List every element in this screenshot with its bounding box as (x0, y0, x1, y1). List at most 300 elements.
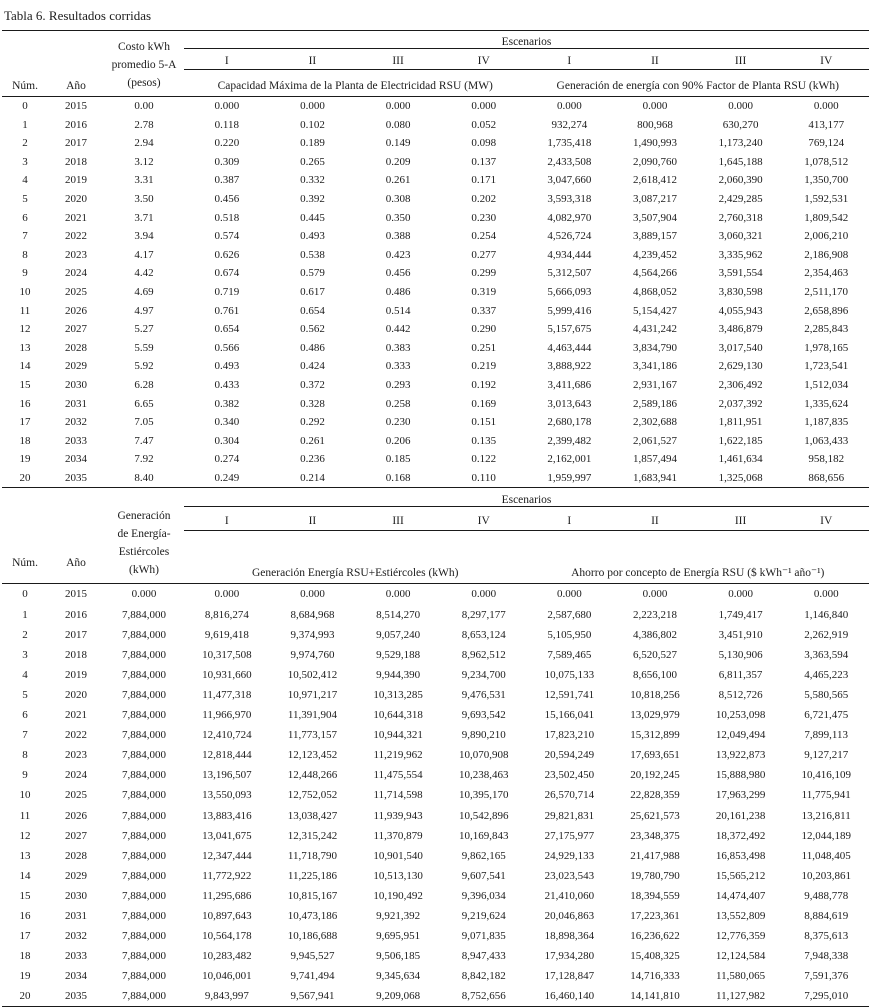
table-cell: 2,589,186 (632, 397, 677, 410)
table-cell: 9,345,634 (376, 970, 421, 983)
table-cell: 11,966,970 (202, 709, 252, 722)
table-cell: 0.206 (385, 434, 411, 447)
group-header-rsu-estiercoles: Generación Energía RSU+Estiércoles (kWh) (252, 567, 459, 580)
table-cell: 7,884,000 (122, 749, 166, 762)
table-cell: 15,312,899 (630, 729, 680, 742)
table-cell: 0.137 (471, 155, 497, 168)
table-cell: 9,506,185 (376, 950, 421, 963)
table-row (2, 685, 869, 705)
table-cell: 3,411,686 (547, 378, 592, 391)
table-row (2, 153, 869, 172)
table-cell: 12,776,359 (715, 930, 766, 943)
table-cell: 800,968 (637, 118, 673, 131)
table-cell: 2,262,919 (804, 628, 849, 641)
table-cell: 4,868,052 (632, 285, 677, 298)
table-cell: 9,567,941 (290, 990, 335, 1003)
table-cell: 3,834,790 (632, 341, 677, 354)
table-cell: 0.309 (214, 155, 240, 168)
table-cell: 0.000 (270, 97, 356, 116)
table-cell: 0.333 (385, 360, 411, 373)
table-cell: 5,157,675 (547, 323, 592, 336)
table-cell: 2 (22, 137, 28, 150)
table-row (2, 584, 869, 605)
table-cell: 2,006,210 (804, 230, 849, 243)
table-cell: 14,474,407 (715, 889, 766, 902)
table-cell: 5 (22, 192, 28, 205)
table-row (2, 705, 869, 725)
table-cell: 5,105,950 (547, 628, 592, 641)
table-cell: 10,931,660 (202, 668, 252, 681)
table-cell: 12,044,189 (801, 829, 851, 842)
table-cell: 1,683,941 (632, 471, 677, 484)
table-cell: 16,460,140 (544, 990, 595, 1003)
table-cell: 10,564,178 (202, 930, 252, 943)
table-cell: 1,335,624 (804, 397, 849, 410)
table-cell: 10,901,540 (373, 849, 423, 862)
table-cell: 2.78 (134, 118, 154, 131)
scenario-column-header: I (527, 507, 613, 531)
table-cell: 4,564,266 (632, 267, 677, 280)
table-cell: 8,514,270 (376, 608, 421, 621)
table-cell: 22,828,359 (630, 789, 680, 802)
table-cell: 14 (19, 360, 31, 373)
table-cell: 0.328 (300, 397, 325, 410)
table-cell: 11,718,790 (287, 849, 337, 862)
table-cell: 0.579 (300, 267, 325, 280)
table-cell: 0.000 (783, 97, 869, 116)
table-cell: 3,060,321 (718, 230, 763, 243)
table-cell: 2023 (65, 248, 87, 261)
table-cell: 13,038,427 (287, 809, 338, 822)
table-cell: 2,587,680 (547, 608, 592, 621)
table-cell: 10,313,285 (373, 688, 423, 701)
table-cell: 0.442 (385, 323, 411, 336)
table-cell: 2016 (65, 608, 87, 621)
table-cell: 0.566 (214, 341, 240, 354)
table-cell: 0.151 (471, 416, 497, 429)
table-cell: 1,146,840 (804, 608, 849, 621)
table-row (2, 846, 869, 866)
col-header-estiercoles (104, 490, 184, 584)
table-cell: 13,216,811 (801, 809, 851, 822)
table-cell: 0.719 (214, 285, 240, 298)
table-cell: 0.251 (471, 341, 497, 354)
table-cell: 11,772,922 (202, 869, 252, 882)
col-header-estiercoles-line3: Estiércoles (118, 546, 170, 559)
table-cell: 1,325,068 (718, 471, 763, 484)
table-cell: 6 (22, 709, 28, 722)
table-cell: 9,476,531 (461, 688, 506, 701)
table-cell: 2028 (65, 341, 87, 354)
table-cell: 15 (19, 889, 31, 902)
table-cell: 3,087,217 (632, 192, 677, 205)
table-cell: 0.122 (471, 453, 497, 466)
col-header-estiercoles-line1: Generación (117, 509, 171, 522)
table-cell: 0.574 (214, 230, 240, 243)
table-cell: 2029 (65, 869, 87, 882)
table-cell: 9,396,034 (461, 889, 506, 902)
table-cell: 10,203,861 (801, 869, 851, 882)
table-row (2, 926, 869, 946)
table-cell: 2022 (65, 729, 87, 742)
table-cell: 0.261 (300, 434, 325, 447)
table-row (2, 886, 869, 906)
table-cell: 0.350 (385, 211, 411, 224)
table-row (2, 134, 869, 153)
table-cell: 9,974,760 (290, 648, 335, 661)
table-cell: 2027 (65, 323, 87, 336)
table-cell: 10,513,130 (373, 869, 423, 882)
table-cell: 6.28 (134, 378, 154, 391)
table-cell: 8,375,613 (804, 930, 849, 943)
table-cell: 8,884,619 (804, 909, 849, 922)
table-cell: 9,695,951 (376, 930, 421, 943)
col-header-estiercoles-line4: (kWh) (128, 564, 159, 577)
table-cell: 13,041,675 (202, 829, 252, 842)
table-cell: 10,317,508 (202, 648, 252, 661)
col-header-num: Núm. (12, 80, 38, 92)
table-row (2, 97, 869, 116)
table-cell: 3,017,540 (718, 341, 763, 354)
table-cell: 11,939,943 (373, 809, 423, 822)
table-cell: 8 (22, 248, 28, 261)
table-cell: 0.433 (214, 378, 240, 391)
table-cell: 10,253,098 (715, 709, 766, 722)
table-cell: 10,818,256 (630, 688, 680, 701)
table-cell: 2027 (65, 829, 87, 842)
table-cell: 18,372,492 (715, 829, 766, 842)
table-cell: 2021 (65, 709, 87, 722)
table-cell: 1,512,034 (804, 378, 849, 391)
table-cell: 5,130,906 (718, 648, 763, 661)
table-cell: 21,417,988 (630, 849, 680, 862)
table-cell: 0.538 (300, 248, 325, 261)
table-cell: 12,410,724 (202, 729, 252, 742)
table-cell: 2035 (65, 471, 87, 484)
table-cell: 0.456 (385, 267, 411, 280)
table-cell: 2021 (65, 211, 87, 224)
table-cell: 2020 (65, 688, 87, 701)
table-cell: 10,971,217 (287, 688, 338, 701)
table-cell: 7.05 (134, 416, 154, 429)
table-cell: 4 (22, 174, 28, 187)
table-cell: 26,570,714 (544, 789, 595, 802)
table-cell: 15,565,212 (715, 869, 766, 882)
table-cell: 7.47 (134, 434, 154, 447)
table-cell: 13,552,809 (715, 909, 766, 922)
table-cell: 2,223,218 (632, 608, 677, 621)
table-cell: 0 (2, 97, 48, 116)
table-cell: 10,075,133 (544, 668, 595, 681)
table-cell: 20,161,238 (715, 809, 766, 822)
table-cell: 868,656 (808, 471, 845, 484)
table-cell: 12,448,266 (287, 769, 338, 782)
table-cell: 2,629,130 (718, 360, 763, 373)
table-cell: 1,350,700 (804, 174, 849, 187)
table-cell: 0.236 (300, 453, 325, 466)
table1-body (2, 97, 869, 488)
table-cell: 7,884,000 (122, 789, 166, 802)
table-cell: 0.080 (385, 118, 411, 131)
table-cell: 12,124,584 (715, 950, 766, 963)
table-cell: 10,283,482 (202, 950, 252, 963)
table-cell: 4,239,452 (632, 248, 677, 261)
table-cell: 0.424 (300, 360, 325, 373)
table-cell: 0.169 (471, 397, 497, 410)
table-cell: 11,048,405 (801, 849, 851, 862)
table-cell: 10,169,843 (458, 829, 509, 842)
col-header-costo-line1: Costo kWh (117, 41, 171, 53)
table-cell: 7,591,376 (804, 970, 849, 983)
table-cell: 11,127,982 (716, 990, 766, 1003)
table-row (2, 246, 869, 265)
table-cell: 2017 (65, 628, 87, 641)
table-row (2, 376, 869, 395)
table-cell: 0.000 (104, 584, 184, 605)
results-table-2 (2, 490, 869, 1007)
table-cell: 0.000 (355, 584, 441, 605)
table-cell: 3,591,554 (718, 267, 763, 280)
table-cell: 9,944,390 (376, 668, 421, 681)
table-cell: 17,963,299 (715, 789, 766, 802)
table-cell: 0.265 (300, 155, 325, 168)
table-cell: 17,934,280 (544, 950, 595, 963)
table-row (2, 605, 869, 625)
table-cell: 0.052 (471, 118, 497, 131)
table-cell: 2 (22, 628, 28, 641)
table-cell: 0 (2, 584, 48, 605)
table-cell: 0.135 (471, 434, 497, 447)
table-cell: 0.000 (270, 584, 356, 605)
table-row (2, 432, 869, 451)
table-cell: 23,502,450 (544, 769, 595, 782)
table-cell: 5,312,507 (547, 267, 592, 280)
table-cell: 630,270 (722, 118, 759, 131)
table-cell: 2024 (65, 769, 87, 782)
table-cell: 2,302,688 (632, 416, 677, 429)
table-cell: 13 (19, 341, 31, 354)
table-cell: 0.110 (471, 471, 496, 484)
table-cell: 2031 (65, 909, 87, 922)
table-cell: 8.40 (134, 471, 154, 484)
table-cell: 5,580,565 (804, 688, 849, 701)
table-cell: 11,477,318 (202, 688, 252, 701)
table-cell: 1 (22, 608, 28, 621)
table-cell: 2,306,492 (718, 378, 763, 391)
table-cell: 7,884,000 (122, 729, 166, 742)
table-cell: 413,177 (808, 118, 845, 131)
scenario-column-header: I (527, 49, 613, 70)
table-cell: 16 (19, 397, 31, 410)
table-row (2, 946, 869, 966)
table-cell: 20,192,245 (630, 769, 680, 782)
table-cell: 0.382 (214, 397, 240, 410)
table-cell: 0.626 (214, 248, 240, 261)
table-cell: 8,816,274 (204, 608, 249, 621)
table-cell: 17,823,210 (544, 729, 595, 742)
table-cell: 4 (22, 668, 28, 681)
table-cell: 23,348,375 (630, 829, 680, 842)
table-cell: 2031 (65, 397, 87, 410)
table-cell: 19,780,790 (630, 869, 680, 882)
table-cell: 27,175,977 (544, 829, 595, 842)
table-row (2, 806, 869, 826)
table-cell: 0.000 (612, 584, 698, 605)
table-cell: 2033 (65, 950, 87, 963)
table-cell: 9,234,700 (461, 668, 506, 681)
table-cell: 0.098 (471, 137, 497, 150)
table-cell: 2018 (65, 155, 87, 168)
table-cell: 11,773,157 (287, 729, 337, 742)
table-cell: 9,741,494 (290, 970, 335, 983)
table-cell: 0.230 (471, 211, 497, 224)
table-cell: 0.387 (214, 174, 240, 187)
table-cell: 2,354,463 (804, 267, 849, 280)
table-cell: 2019 (65, 174, 87, 187)
table-cell: 4.17 (134, 248, 154, 261)
table-cell: 3,047,660 (547, 174, 592, 187)
table-cell: 0.617 (300, 285, 325, 298)
table-cell: 2,618,412 (632, 174, 677, 187)
table-row (2, 320, 869, 339)
table-cell: 0.249 (214, 471, 240, 484)
scenario-column-header: III (698, 507, 784, 531)
table-cell: 3.31 (134, 174, 154, 187)
table-cell: 6.65 (134, 397, 154, 410)
table-cell: 0.332 (300, 174, 325, 187)
table-row (2, 227, 869, 246)
table-cell: 0.185 (385, 453, 411, 466)
table-cell: 0.340 (214, 416, 240, 429)
table-cell: 9,529,188 (376, 648, 421, 661)
table-cell: 4.42 (134, 267, 154, 280)
table-cell: 18 (19, 950, 31, 963)
table-cell: 17 (19, 416, 31, 429)
table-cell: 2034 (65, 970, 87, 983)
table-cell: 0.202 (471, 192, 497, 205)
table-cell: 7.92 (134, 453, 154, 466)
table-cell: 29,821,831 (544, 809, 595, 822)
table-cell: 2033 (65, 434, 87, 447)
table-cell: 7,884,000 (122, 909, 166, 922)
table-cell: 0.000 (184, 584, 270, 605)
table-cell: 769,124 (808, 137, 845, 150)
table-row (2, 725, 869, 745)
table-cell: 0.000 (355, 97, 441, 116)
table-cell: 18,394,559 (630, 889, 680, 902)
table-cell: 3,341,186 (632, 360, 677, 373)
table-cell: 5.27 (134, 323, 154, 336)
table-cell: 10,190,492 (373, 889, 423, 902)
table-cell: 17,693,651 (630, 749, 680, 762)
table-cell: 0.456 (214, 192, 240, 205)
table-cell: 17 (19, 930, 31, 943)
table-cell: 2016 (65, 118, 87, 131)
table-cell: 5,999,416 (547, 304, 592, 317)
table-row (2, 190, 869, 209)
table-cell: 8 (22, 749, 28, 762)
table-cell: 10 (19, 789, 31, 802)
table-cell: 10,542,896 (458, 809, 509, 822)
table-cell: 0.274 (214, 453, 240, 466)
table2-body (2, 584, 869, 1007)
table-row (2, 302, 869, 321)
table-cell: 9,071,835 (461, 930, 506, 943)
group-header-generacion: Generación de energía con 90% Factor de Planta RSU (kWh) (556, 80, 839, 92)
table-cell: 0.493 (214, 360, 240, 373)
table-cell: 0.392 (300, 192, 325, 205)
table-cell: 20 (19, 471, 31, 484)
table-cell: 13,883,416 (202, 809, 252, 822)
table-cell: 0.383 (385, 341, 411, 354)
table-cell: 2,090,760 (632, 155, 677, 168)
table-cell: 3,593,318 (547, 192, 592, 205)
table-cell: 13,196,507 (202, 769, 252, 782)
table-cell: 2,931,167 (632, 378, 677, 391)
table-cell: 7,884,000 (122, 668, 166, 681)
table-cell: 5.92 (134, 360, 154, 373)
table-cell: 2029 (65, 360, 87, 373)
table-cell: 15 (19, 378, 31, 391)
table-cell: 6 (22, 211, 28, 224)
table-cell: 0.308 (385, 192, 411, 205)
table-cell: 12,049,494 (715, 729, 766, 742)
table-cell: 8,656,100 (632, 668, 677, 681)
table-row (2, 209, 869, 228)
table-cell: 10,238,463 (458, 769, 509, 782)
escenarios-header: Escenarios (184, 31, 869, 49)
table-cell: 7,884,000 (122, 809, 166, 822)
table-cell: 1,811,951 (718, 416, 763, 429)
table-cell: 0.102 (300, 118, 325, 131)
table-cell: 9 (22, 267, 28, 280)
table-cell: 10,186,688 (287, 930, 338, 943)
table-cell: 6,721,475 (804, 709, 849, 722)
table-cell: 20 (19, 990, 31, 1003)
table-cell: 2025 (65, 285, 87, 298)
table-cell: 2028 (65, 849, 87, 862)
table-cell: 0.514 (385, 304, 411, 317)
group-header-ahorro: Ahorro por concepto de Energía RSU ($ kWh⁻¹ año⁻¹) (571, 567, 825, 580)
table-cell: 3,507,904 (632, 211, 677, 224)
table-cell: 18 (19, 434, 31, 447)
table-cell: 2015 (48, 584, 104, 605)
table-cell: 4,934,444 (547, 248, 592, 261)
table-cell: 12,818,444 (202, 749, 252, 762)
table-cell: 2,511,170 (804, 285, 848, 298)
table-cell: 4,465,223 (804, 668, 849, 681)
table-cell: 0.562 (300, 323, 325, 336)
page-title: Tabla 6. Resultados corridas (4, 8, 152, 23)
table-cell: 2024 (65, 267, 87, 280)
scenario-column-header: IV (441, 49, 527, 70)
table-cell: 7,884,000 (122, 648, 166, 661)
table-cell: 12 (19, 323, 31, 336)
table-cell: 0.000 (698, 97, 784, 116)
table-row (2, 450, 869, 469)
table-cell: 1,592,531 (804, 192, 849, 205)
table-cell: 1,490,993 (632, 137, 677, 150)
table-cell: 7,295,010 (804, 990, 849, 1003)
table-cell: 0.192 (471, 378, 497, 391)
table-cell: 2034 (65, 453, 87, 466)
table-cell: 3.50 (134, 192, 154, 205)
table1-header (2, 31, 869, 97)
table-cell: 10,944,321 (373, 729, 423, 742)
table-cell: 10,815,167 (287, 889, 338, 902)
table-cell: 0.261 (385, 174, 411, 187)
table-cell: 0.258 (385, 397, 411, 410)
